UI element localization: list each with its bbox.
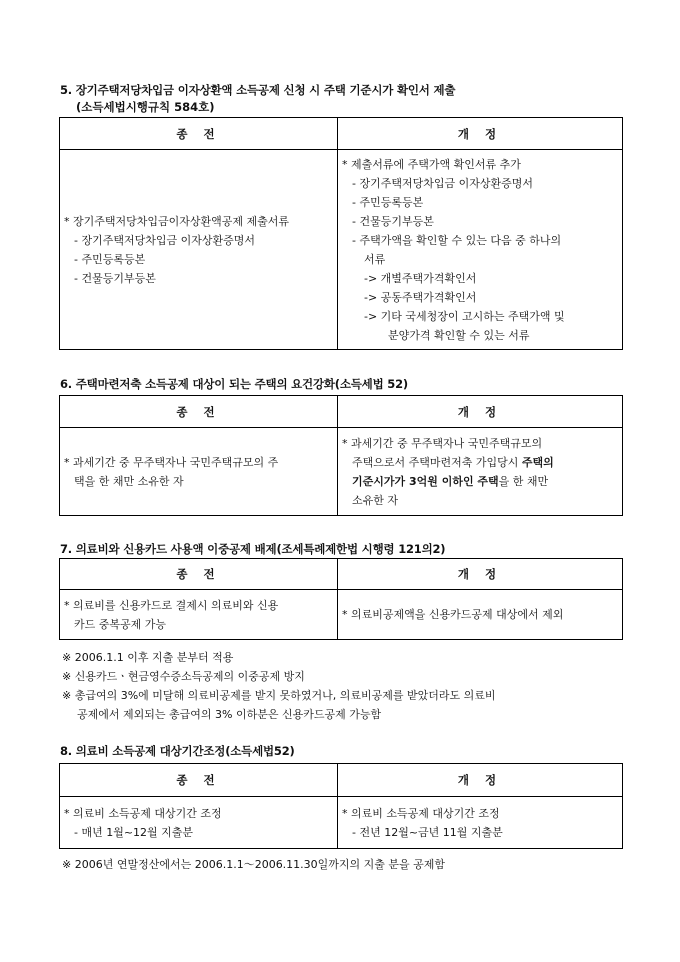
new-line: 분양가격 확인할 수 있는 서류	[388, 328, 530, 342]
note-line: ※ 2006.1.1 이후 지출 분부터 적용	[62, 651, 234, 664]
new-cell	[338, 797, 623, 849]
new-line: -> 공동주택가격확인서	[364, 290, 477, 304]
new-line: * 제출서류에 주택가액 확인서류 추가	[342, 157, 521, 171]
old-line: - 주민등록등본	[74, 252, 146, 266]
old-line: * 과세기간 중 무주택자나 국민주택규모의 주	[64, 455, 279, 469]
section-5-title: 5. 장기주택저당차입금 이자상환액 소득공제 신청 시 주택 기준시가 확인서 제출	[60, 83, 456, 97]
note-line: ※ 총급여의 3%에 미달해 의료비공제를 받지 못하였거나, 의료비공제를 받았더라도 의료비	[62, 689, 496, 702]
section-7-table	[59, 558, 623, 640]
old-line: - 건물등기부등본	[74, 271, 156, 285]
emphasis-text: 기준시가가 3억원 이하인 주택	[352, 474, 499, 488]
old-cell	[60, 150, 338, 350]
column-header-old: 종 전	[60, 118, 338, 150]
section-7-notes	[62, 648, 496, 724]
old-line: - 매년 1월~12월 지출분	[74, 825, 194, 839]
section-5-table	[59, 117, 623, 350]
column-header-new: 개 정	[338, 764, 623, 797]
emphasis-text: 주택의	[521, 455, 554, 469]
new-line: - 주택가액을 확인할 수 있는 다음 중 하나의	[352, 233, 562, 247]
old-line: * 장기주택저당차입금이자상환액공제 제출서류	[64, 214, 290, 228]
old-line: 카드 중복공제 가능	[74, 617, 167, 631]
section-8-table	[59, 763, 623, 849]
section-8-title: 8. 의료비 소득공제 대상기간조정(소득세법52)	[60, 744, 295, 758]
section-5-subtitle: (소득세법시행규칙 584호)	[76, 100, 215, 114]
new-text: 주택으로서 주택마련저축 가입당시	[352, 455, 522, 469]
new-line: -> 개별주택가격확인서	[364, 271, 477, 285]
new-line: * 의료비 소득공제 대상기간 조정	[342, 806, 500, 820]
column-header-new: 개 정	[338, 559, 623, 590]
new-line: 소유한 자	[352, 493, 399, 507]
column-header-old: 종 전	[60, 396, 338, 428]
old-line: * 의료비를 신용카드로 결제시 의료비와 신용	[64, 598, 279, 612]
old-cell	[60, 797, 338, 849]
new-cell	[338, 590, 623, 640]
new-line: 서류	[364, 252, 386, 266]
note-line: 공제에서 제외되는 총급여의 3% 이하분은 신용카드공제 가능함	[77, 708, 382, 721]
new-line: - 전년 12월~금년 11월 지출분	[352, 825, 503, 839]
new-line: - 장기주택저당차입금 이자상환증명서	[352, 176, 533, 190]
old-cell	[60, 590, 338, 640]
new-text: 을 한 채만	[498, 474, 549, 488]
note-line: ※ 2006년 연말정산에서는 2006.1.1～2006.11.30일까지의 지출 분을 공제함	[62, 858, 446, 871]
column-header-old: 종 전	[60, 764, 338, 797]
column-header-new: 개 정	[338, 396, 623, 428]
new-line: -> 기타 국세청장이 고시하는 주택가액 및	[364, 309, 565, 323]
new-line	[342, 472, 618, 491]
column-header-new: 개 정	[338, 118, 623, 150]
new-line: - 주민등록등본	[352, 195, 424, 209]
section-8-note	[62, 855, 445, 874]
section-6-table	[59, 395, 623, 516]
new-line: - 건물등기부등본	[352, 214, 434, 228]
note-line: ※ 신용카드ㆍ현금영수증소득공제의 이중공제 방지	[62, 670, 305, 683]
column-header-old: 종 전	[60, 559, 338, 590]
old-line: - 장기주택저당차입금 이자상환증명서	[74, 233, 255, 247]
section-7-title: 7. 의료비와 신용카드 사용액 이중공제 배제(조세특례제한법 시행령 121의2)	[60, 542, 446, 556]
section-6-title: 6. 주택마련저축 소득공제 대상이 되는 주택의 요건강화(소득세법 52)	[60, 377, 408, 391]
new-cell	[338, 428, 623, 516]
old-line: 택을 한 채만 소유한 자	[74, 474, 184, 488]
old-line: * 의료비 소득공제 대상기간 조정	[64, 806, 222, 820]
new-line: * 의료비공제액을 신용카드공제 대상에서 제외	[342, 608, 564, 621]
old-cell	[60, 428, 338, 516]
new-line: * 과세기간 중 무주택자나 국민주택규모의	[342, 436, 543, 450]
new-cell	[338, 150, 623, 350]
new-line	[342, 453, 618, 472]
